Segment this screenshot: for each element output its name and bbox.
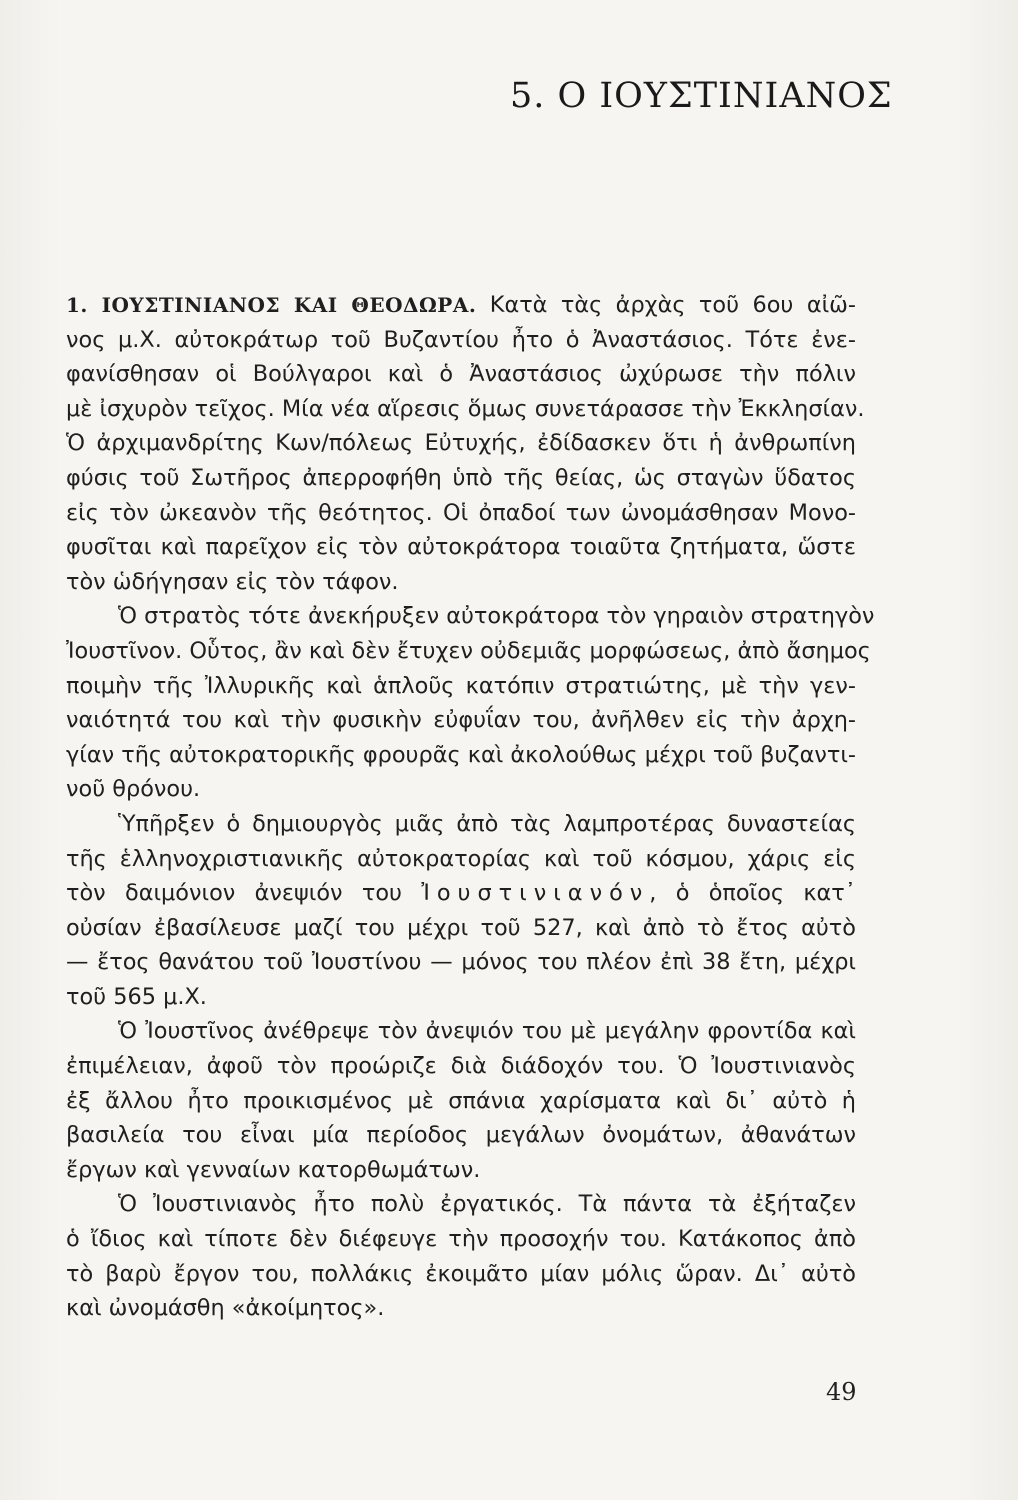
text-line: ἔργων καὶ γενναίων κατορθωμάτων.	[66, 1156, 481, 1183]
text-line: ποιμὴν τῆς Ἰλλυρικῆς καὶ ἁπλοῦς κατόπιν στρατιώτης, μὲ τὴν γεν-	[66, 672, 856, 699]
text-line: 1. ΙΟΥΣΤΙΝΙΑΝΟΣ ΚΑΙ ΘΕΟΔΩΡΑ. Κατὰ τὰς ἀρχὰς τοῦ 6ου αἰῶ-	[66, 292, 856, 318]
body-text	[66, 288, 875, 1326]
chapter-title: 5. Ο ΙΟΥΣΤΙΝΙΑΝΟΣ	[510, 76, 893, 116]
text-line: Ὁ ἀρχιμανδρίτης Κων/πόλεως Εὐτυχής, ἐδίδασκεν ὅτι ἡ ἀνθρωπίνη	[66, 430, 856, 457]
section-heading: 1. ΙΟΥΣΤΙΝΙΑΝΟΣ ΚΑΙ ΘΕΟΔΩΡΑ.	[66, 293, 477, 317]
text-line: ναιότητά του καὶ τὴν φυσικὴν εὐφυΐαν του, ἀνῆλθεν εἰς τὴν ἀρχη-	[66, 707, 856, 734]
text-line: τὸν ὡδήγησαν εἰς τὸν τάφον.	[66, 568, 399, 595]
text-line: γίαν τῆς αὐτοκρατορικῆς φρουρᾶς καὶ ἀκολούθως μέχρι τοῦ βυζαντι-	[66, 741, 856, 768]
text-line: οὐσίαν ἐβασίλευσε μαζί του μέχρι τοῦ 527, καὶ ἀπὸ τὸ ἔτος αὐτὸ	[66, 914, 856, 941]
text-line: νος μ.Χ. αὐτοκράτωρ τοῦ Βυζαντίου ἦτο ὁ Ἀναστάσιος. Τότε ἐνε-	[66, 326, 856, 353]
text-line: φυσῖται καὶ παρεῖχον εἰς τὸν αὐτοκράτορα τοιαῦτα ζητήματα, ὥστε	[66, 534, 856, 561]
text-line: Ὁ στρατὸς τότε ἀνεκήρυξεν αὐτοκράτορα τὸν γηραιὸν στρατηγὸν	[118, 603, 875, 630]
emphasized-name: Ἰουστινιανόν	[421, 880, 650, 907]
text-line: Ὑπῆρξεν ὁ δημιουργὸς μιᾶς ἀπὸ τὰς λαμπροτέρας δυναστείας	[118, 810, 856, 837]
text-line: Ὁ Ἰουστινιανὸς ἦτο πολὺ ἐργατικός. Τὰ πάντα τὰ ἐξήταζεν	[118, 1191, 856, 1218]
text-line: τοῦ 565 μ.Χ.	[66, 983, 207, 1010]
text-line: — ἔτος θανάτου τοῦ Ἰουστίνου — μόνος του πλέον ἐπὶ 38 ἔτη, μέχρι	[66, 949, 856, 976]
text-line: τῆς ἑλληνοχριστιανικῆς αὐτοκρατορίας καὶ τοῦ κόσμου, χάρις εἰς	[66, 845, 856, 872]
text-line: Ὁ Ἰουστῖνος ἀνέθρεψε τὸν ἀνεψιόν του μὲ μεγάλην φροντίδα καὶ	[118, 1018, 856, 1045]
text-line: μὲ ἰσχυρὸν τεῖχος. Μία νέα αἵρεσις ὅμως συνετάρασσε τὴν Ἐκκλησίαν.	[66, 395, 865, 422]
text-line: εἰς τὸν ὠκεανὸν τῆς θεότητος. Οἱ ὀπαδοί των ὠνομάσθησαν Μονο-	[66, 499, 856, 526]
text-line: ὁ ἴδιος καὶ τίποτε δὲν διέφευγε τὴν προσοχήν του. Κατάκοπος ἀπὸ	[66, 1226, 856, 1253]
text-line: καὶ ὠνομάσθη «ἀκοίμητος».	[66, 1295, 385, 1322]
text-line: βασιλεία του εἶναι μία περίοδος μεγάλων ὀνομάτων, ἀθανάτων	[66, 1122, 856, 1149]
text-line: τὸ βαρὺ ἔργον του, πολλάκις ἐκοιμᾶτο μίαν μόλις ὥραν. Δι᾽ αὐτὸ	[66, 1260, 856, 1287]
text-line: φύσις τοῦ Σωτῆρος ἀπερροφήθη ὑπὸ τῆς θείας, ὡς σταγὼν ὕδατος	[66, 464, 856, 491]
text-line: Ἰουστῖνον. Οὗτος, ἂν καὶ δὲν ἔτυχεν οὐδεμιᾶς μορφώσεως, ἀπὸ ἄσημος	[66, 637, 871, 664]
text-line: τὸν δαιμόνιον ἀνεψιόν του Ἰουστινιανόν, ὁ ὁποῖος κατ᾽	[66, 880, 856, 907]
text-line: ἐπιμέλειαν, ἀφοῦ τὸν προώριζε διὰ διάδοχόν του. Ὁ Ἰουστινιανὸς	[66, 1053, 856, 1080]
text-line: ἐξ ἄλλου ἦτο προικισμένος μὲ σπάνια χαρίσματα καὶ δι᾽ αὐτὸ ἡ	[66, 1087, 856, 1114]
page-number: 49	[826, 1378, 857, 1406]
text-line: φανίσθησαν οἱ Βούλγαροι καὶ ὁ Ἀναστάσιος ὠχύρωσε τὴν πόλιν	[66, 361, 856, 388]
text-line: νοῦ θρόνου.	[66, 776, 201, 803]
